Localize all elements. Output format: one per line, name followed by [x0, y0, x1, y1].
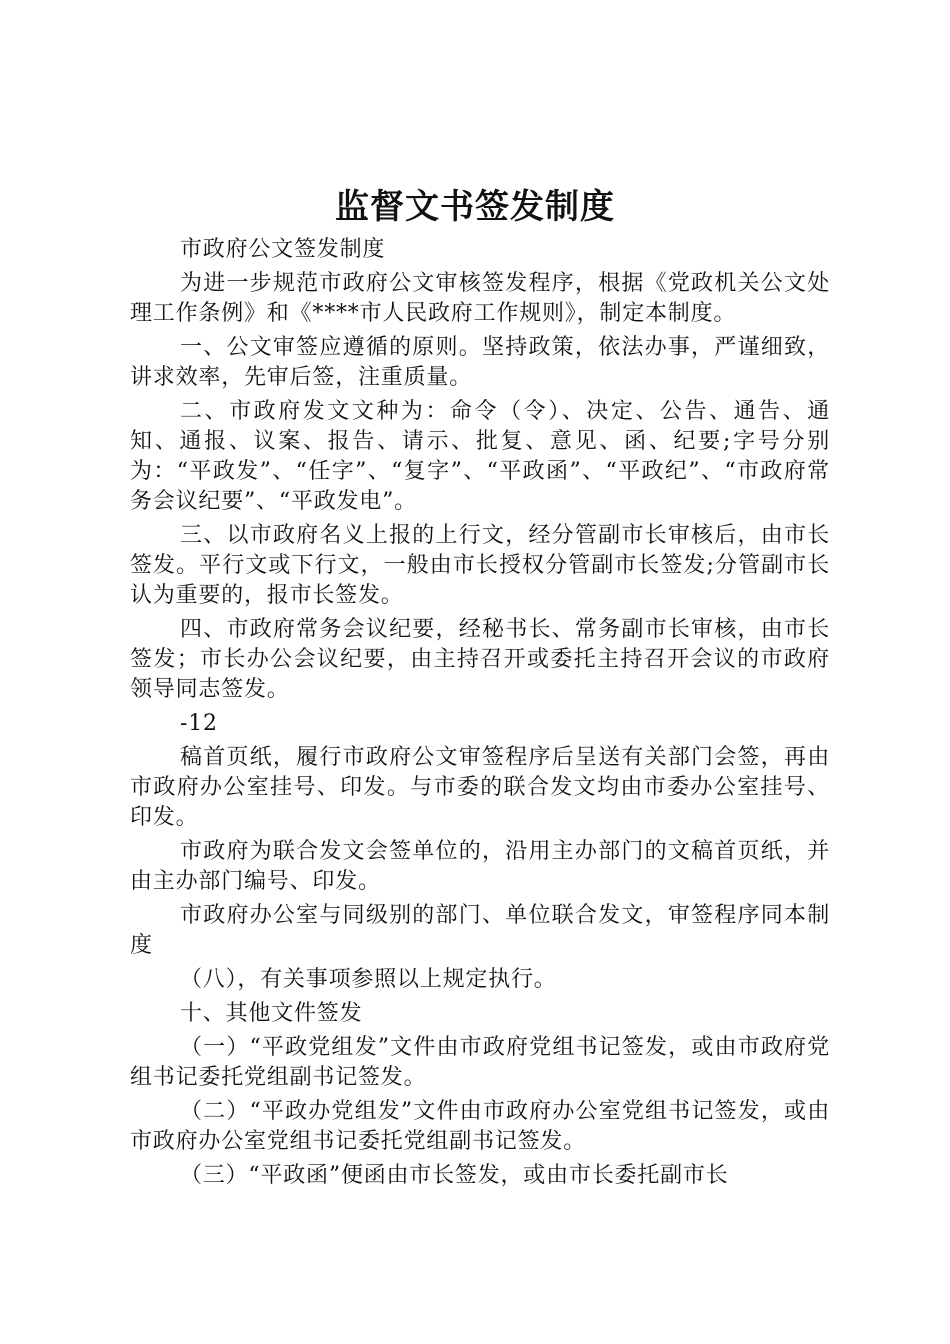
paragraph: 为进一步规范市政府公文审核签发程序，根据《党政机关公文处理工作条例》和《****市人民政府工作规则》，制定本制度。 [130, 271, 830, 326]
paragraph: 市政府为联合发文会签单位的，沿用主办部门的文稿首页纸，并由主办部门编号、印发。 [130, 839, 830, 894]
paragraph: 市政府办公室与同级别的部门、单位联合发文，审签程序同本制度 [130, 903, 830, 958]
section-heading: 十、其他文件签发 [180, 1001, 363, 1026]
paragraph: 一、公文审签应遵循的原则。坚持政策，依法办事，严谨细致，讲求效率，先审后签，注重质量。 [130, 335, 830, 390]
document-body [130, 235, 830, 1195]
paragraph: （八），有关事项参照以上规定执行。 [180, 967, 557, 992]
document-title: 监督文书签发制度 [335, 187, 615, 227]
paragraph: 三、以市政府名义上报的上行文，经分管副市长审核后，由市长签发。平行文或下行文，一般由市长授权分管副市长签发;分管副市长认为重要的，报市长签发。 [130, 523, 830, 608]
paragraph: （二）“平政办党组发”文件由市政府办公室党组书记签发，或由市政府办公室党组书记委托党组副书记签发。 [130, 1099, 830, 1154]
paragraph: （三）“平政函”便函由市长签发，或由市长委托副市长 [180, 1163, 729, 1188]
paragraph: 四、市政府常务会议纪要，经秘书长、常务副市长审核，由市长签发；市长办公会议纪要，由主持召开或委托主持召开会议的市政府领导同志签发。 [130, 617, 830, 702]
page-fragment-marker: -12 [180, 711, 218, 736]
paragraph: （一）“平政党组发”文件由市政府党组书记签发，或由市政府党组书记委托党组副书记签发。 [130, 1035, 830, 1090]
paragraph: 二、市政府发文文种为：命令（令）、决定、公告、通告、通知、通报、议案、报告、请示、批复、意见、函、纪要;字号分别为：“平政发”、“任字”、“复字”、“平政函”、“平政纪”、“市政府常务会议纪要”、“平政发电”。 [130, 399, 830, 514]
paragraph: 市政府公文签发制度 [180, 237, 386, 262]
paragraph: 稿首页纸，履行市政府公文审签程序后呈送有关部门会签，再由市政府办公室挂号、印发。与市委的联合发文均由市委办公室挂号、印发。 [130, 745, 830, 830]
